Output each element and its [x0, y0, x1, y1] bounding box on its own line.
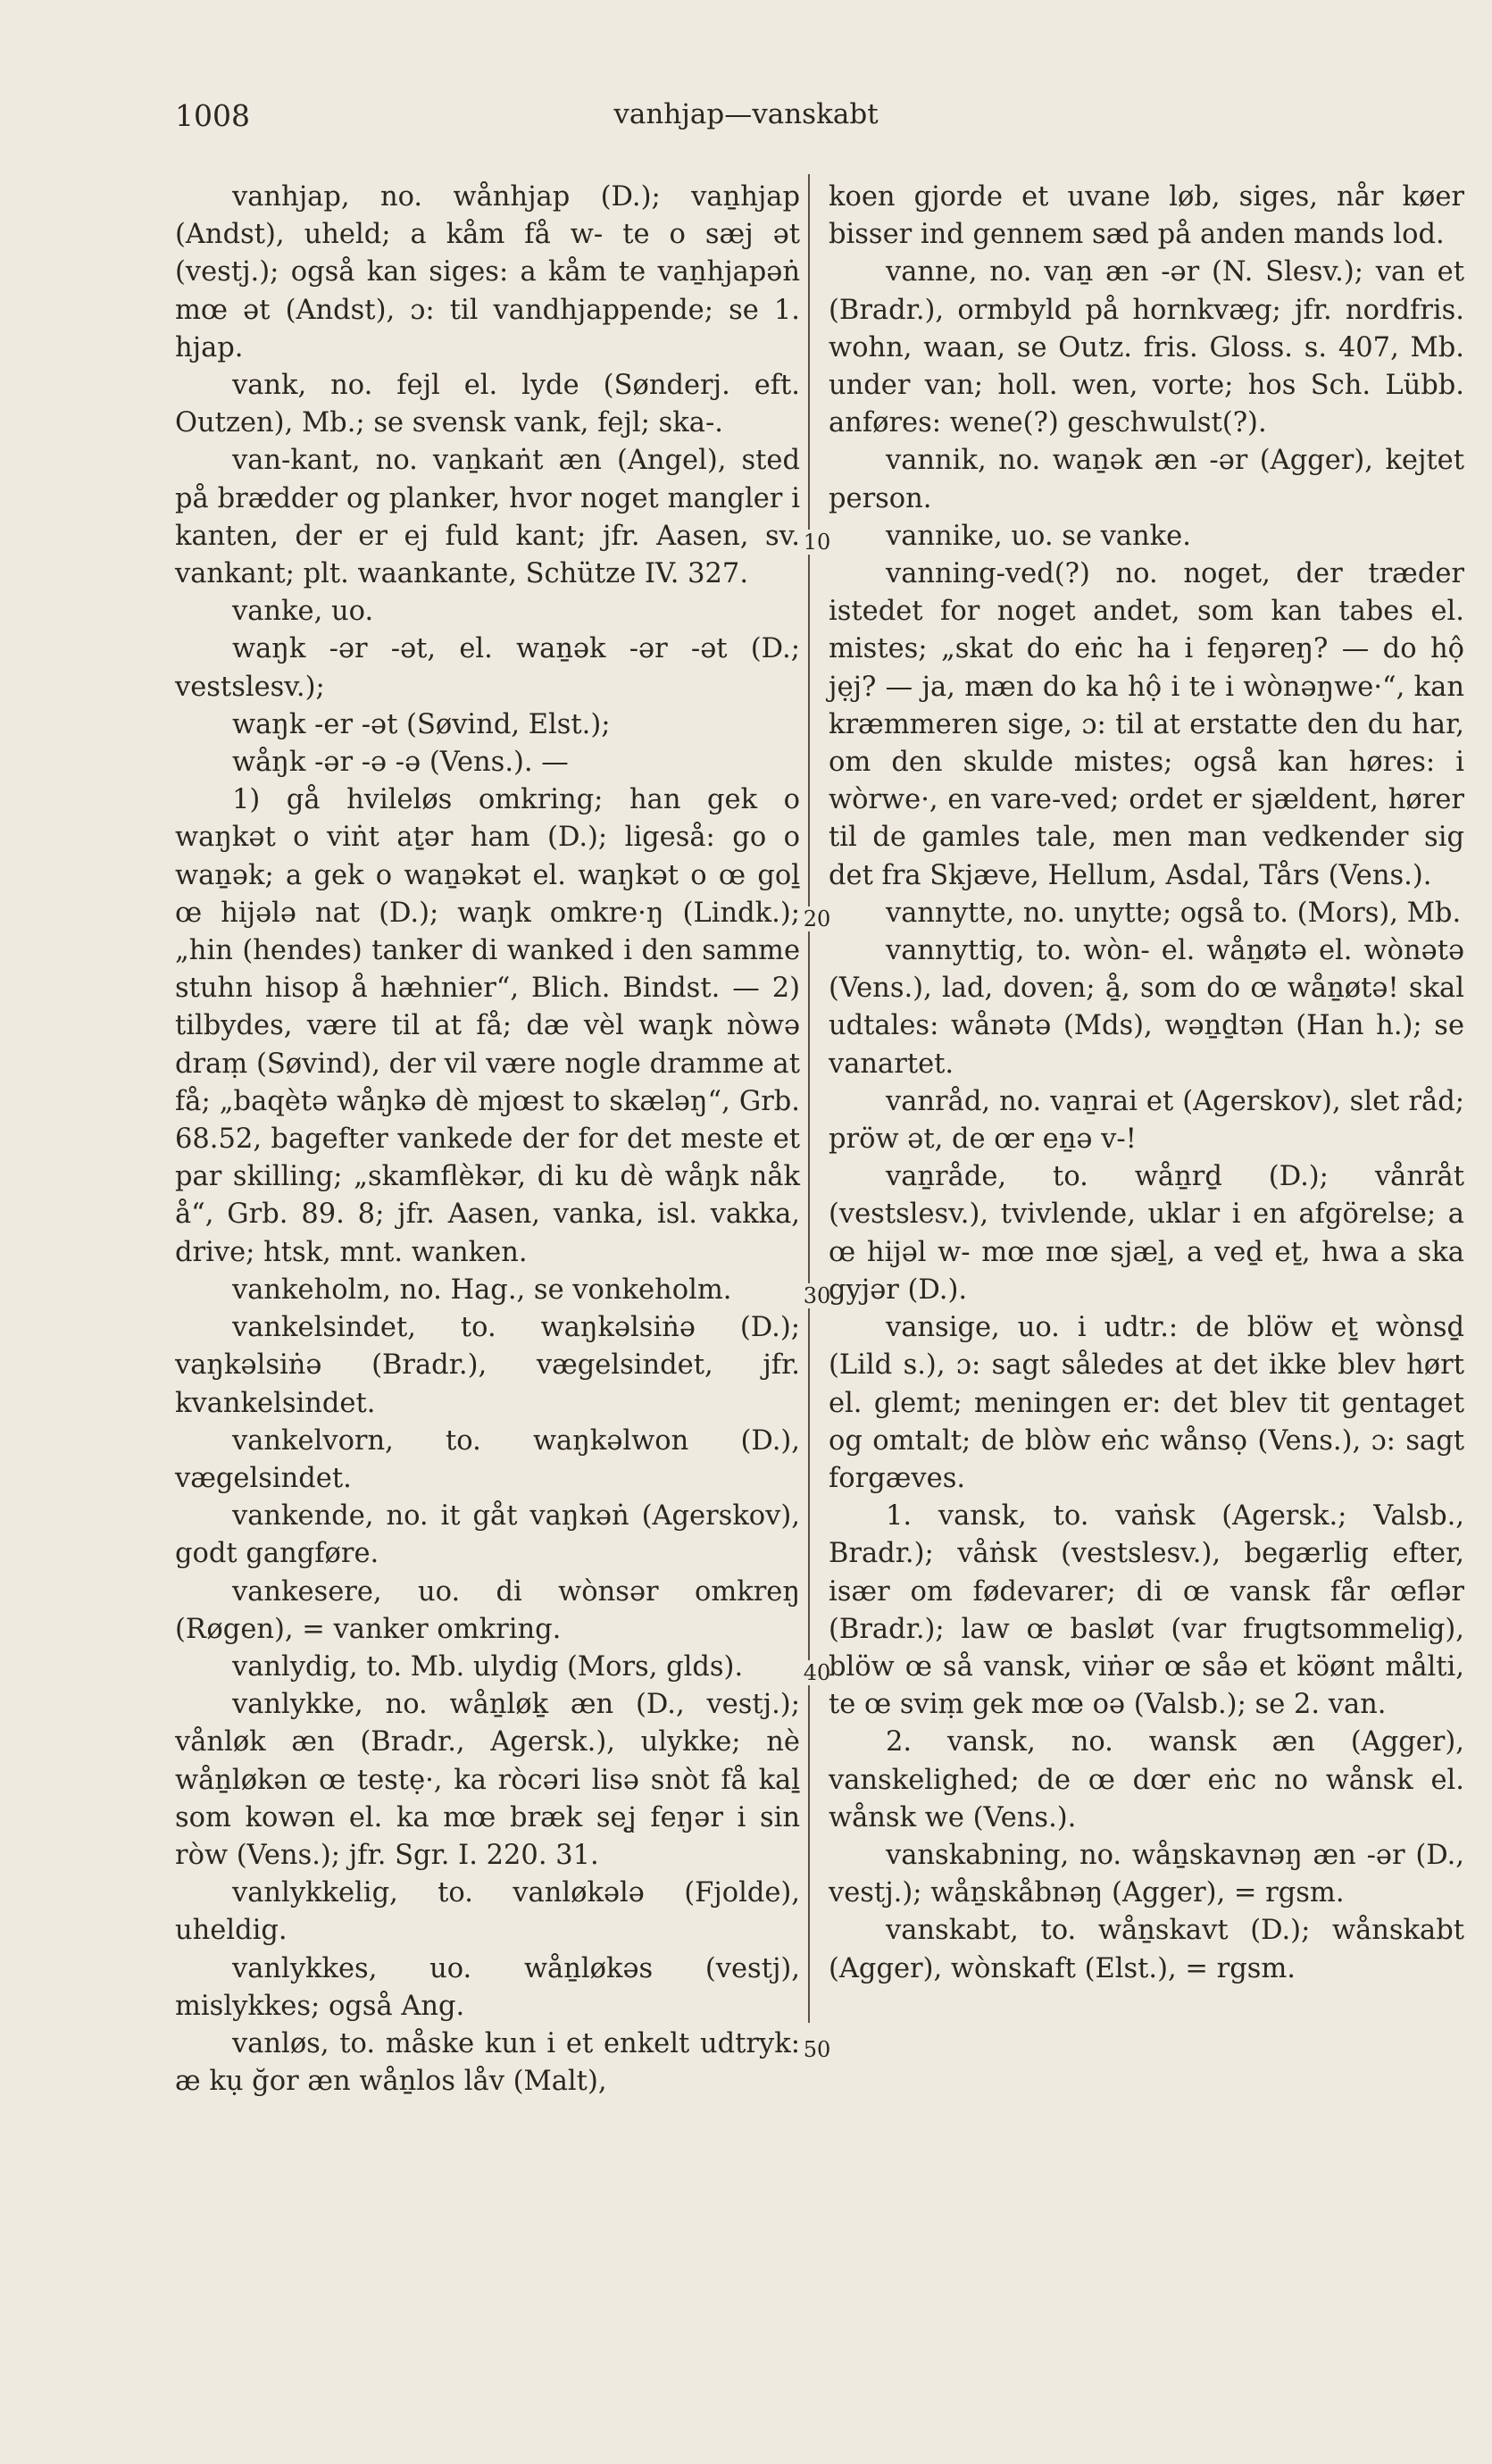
dictionary-entry: vanning-ved(?) no. noget, der træder istedet for noget andet, som kan tabes el. mistes; „skat do eṅc ha i feŋəreŋ? — do hộ jẹj? — ja, mæn do ka hộ i te i wònəŋwe·“, kan kræmmeren sige, ɔ: til at erstatte den du har, om den skulde mistes; også kan høres: i wòrwe·, en vare-ved; ordet er sjældent, hører til de gamles tale, men man vedkender sig det fra Skjæve, Hellum, Asdal, Tårs (Vens.).: [829, 558, 1464, 891]
dictionary-entry: vankeholm, no. Hag., se vonkeholm.: [232, 1274, 732, 1306]
dictionary-entry: vanke, uo.: [232, 596, 374, 628]
dictionary-entry: vankende, no. it gåt vaŋkəṅ (Agerskov), godt gangføre.: [175, 1500, 800, 1570]
line-number: 50: [803, 2037, 831, 2062]
dictionary-entry: wåŋk -ər -ə -ə (Vens.). —: [232, 747, 569, 779]
dictionary-entry: vankesere, uo. di wònsər omkreŋ (Røgen), = vanker omkring.: [175, 1575, 800, 1645]
dictionary-entry: vank, no. fejl el. lyde (Sønderj. eft. Outzen), Mb.; se svensk vank, fejl; ska-.: [175, 370, 800, 439]
dictionary-entry: 1) gå hvileløs omkring; han gek o waŋkət o viṅt aṯər ham (D.); ligeså: go o waṉək; a gek o waṉəkət el. waŋkət o œ goḻ œ hijələ nat (D.); waŋk omkre·ŋ (Lindk.); „hin (hendes) tanker di wanked i den samme stuhn hisop å hæhnier“, Blich. Bindst. — 2) tilbydes, være til at få; dæ vèl waŋk nòwə draṃ (Søvind), der vil være nogle dramme at få; „baqètə wåŋkə dè mjœst to skæləŋ“, Grb. 68.52, bagefter vankede der for det meste et par skilling; „skamflèkər, di ku dè wåŋk nåk å“, Grb. 89. 8; jfr. Aasen, vanka, isl. vakka, drive; htsk, mnt. wanken.: [175, 784, 800, 1268]
dictionary-entry: vansige, uo. i udtr.: de blöw eṯ wònsḏ (Lild s.), ɔ: sagt således at det ikke blev hørt el. glemt; meningen er: det blev tit gentaget og omtalt; de blòw eṅc wånsọ (Vens.), ɔ: sagt forgæves.: [829, 1312, 1464, 1494]
dictionary-entry: vannike, uo. se vanke.: [886, 520, 1191, 552]
dictionary-entry: vankelvorn, to. waŋkəlwon (D.), vægelsindet.: [175, 1424, 800, 1494]
dictionary-entry: van-kant, no. vaṉkaṅt æn (Angel), sted på brædder og planker, hvor noget mangler i kanten, der er ej fuld kant; jfr. Aasen, sv. vankant; plt. waankante, Schütze IV. 327.: [175, 445, 800, 590]
line-number: 20: [803, 906, 831, 931]
dictionary-entry: vaṉråde, to. wåṉrḏ (D.); vånråt (vestslesv.), tvivlende, uklar i en afgörelse; a œ hijəl w- mœ ɪnœ sjæḻ, a veḏ eṯ, hwa a ska gyjər (D.).: [829, 1161, 1464, 1306]
line-number: 40: [803, 1660, 831, 1685]
dictionary-entry: vanråd, no. vaṉrai et (Agerskov), slet råd; pröw ət, de œr eṉə v-!: [829, 1085, 1464, 1156]
dictionary-entry: vanskabt, to. wåṉskavt (D.); wånskabt (Agger), wònskaft (Elst.), = rgsm.: [829, 1915, 1464, 1984]
dictionary-entry: vanne, no. vaṉ æn -ər (N. Slesv.); van et (Bradr.), ormbyld på hornkvæg; jfr. nordfris. wohn, waan, se Outz. fris. Gloss. s. 407, Mb. under van; holl. wen, vorte; hos Sch. Lübb. anføres: wene(?) geschwulst(?).: [829, 256, 1464, 439]
dictionary-entry: koen gjorde et uvane løb, siges, når køer bisser ind gennem sæd på anden mands lod.: [829, 181, 1464, 251]
line-number: 10: [803, 530, 831, 555]
dictionary-entry: vanskabning, no. wåṉskavnəŋ æn -ər (D., vestj.); wåṉskåbnəŋ (Agger), = rgsm.: [829, 1839, 1464, 1909]
dictionary-entry: vankelsindet, to. waŋkəlsiṅə (D.); vaŋkəlsiṅə (Bradr.), vægelsindet, jfr. kvankelsindet.: [175, 1312, 800, 1419]
column-divider: [808, 174, 810, 2023]
dictionary-entry: 2. vansk, no. wansk æn (Agger), vanskelighed; de œ dœr eṅc no wånsk el. wånsk we (Vens.).: [829, 1726, 1464, 1833]
page-number: 1008: [175, 98, 250, 133]
dictionary-entry: vanhjap, no. wånhjap (D.); vaṉhjap (Andst), uheld; a kåm få w- te o sæj ət (vestj.); også kan siges: a kåm te vaṉhjapəṅ mœ ət (Andst), ɔ: til vandhjappende; se 1. hjap.: [175, 181, 800, 363]
left-column: [175, 179, 800, 2101]
dictionary-entry: vanløs, to. måske kun i et enkelt udtryk: æ kụ ğor æn wåṉlos låv (Malt),: [175, 2027, 800, 2098]
dictionary-entry: vannyttig, to. wòn- el. wåṉøtə el. wònətə (Vens.), lad, doven; å̱, som do œ wåṉøtə! skal udtales: wånətə (Mds), wəṉḏtən (Han h.); se vanartet.: [829, 935, 1464, 1080]
dictionary-entry: vannytte, no. unytte; også to. (Mors), Mb.: [886, 897, 1462, 929]
running-head: vanhjap—vanskabt: [613, 98, 879, 130]
dictionary-entry: waŋk -ər -ət, el. waṉək -ər -ət (D.; vestslesv.);: [175, 633, 800, 703]
dictionary-entry: waŋk -er -ət (Søvind, Elst.);: [232, 708, 611, 740]
dictionary-entry: vanlykkes, uo. wåṉløkəs (vestj), mislykkes; også Ang.: [175, 1952, 800, 2022]
line-number: 30: [803, 1283, 831, 1308]
dictionary-entry: vanlydig, to. Mb. ulydig (Mors, glds).: [232, 1650, 744, 1683]
dictionary-entry: vannik, no. waṉək æn -ər (Agger), kejtet person.: [829, 445, 1464, 514]
dictionary-entry: 1. vansk, to. vaṅsk (Agersk.; Valsb., Bradr.); våṅsk (vestslesv.), begærlig efter, især om fødevarer; di œ vansk får œflər (Bradr.); law œ basløt (var frugtsommelig), blöw œ så vansk, viṅər œ såə et köønt målti, te œ sviṃ gek mœ oə (Valsb.); se 2. van.: [829, 1500, 1464, 1721]
dictionary-entry: vanlykkelig, to. vanløkələ (Fjolde), uheldig.: [175, 1877, 800, 1947]
right-column: [829, 179, 1464, 1988]
dictionary-entry: vanlykke, no. wåṉløḵ æn (D., vestj.); vånløk æn (Bradr., Agersk.), ulykke; nè wåṉløkən œ testẹ·, ka ròcəri lisə snòt få kaḻ som kowən el. ka mœ bræk seʝ feŋər i sin ròw (Vens.); jfr. Sgr. I. 220. 31.: [175, 1689, 800, 1871]
